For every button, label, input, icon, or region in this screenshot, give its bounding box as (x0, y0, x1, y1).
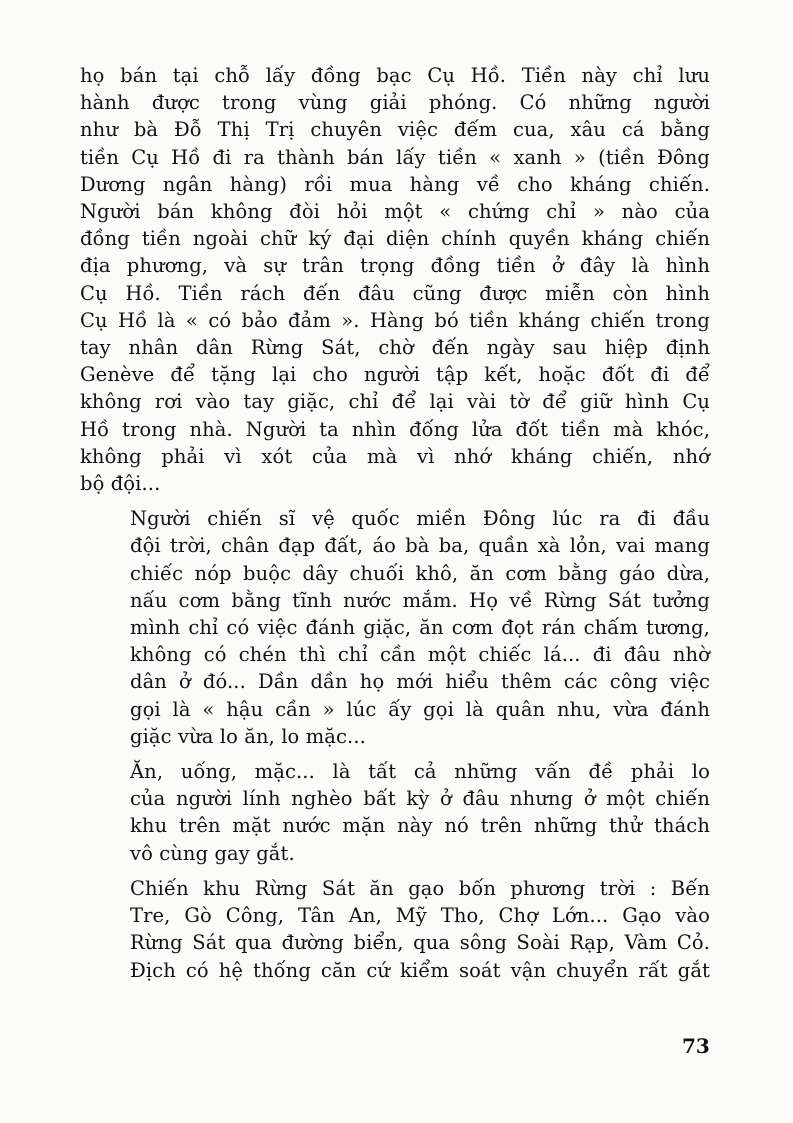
text-line: mình chỉ có việc đánh giặc, ăn cơm đọt rán chấm tương, (130, 616, 710, 640)
text-line: không phải vì xót của mà vì nhớ kháng chiến, nhớ (80, 444, 710, 468)
text-line: dân ở đó... Dần dần họ mới hiểu thêm các công việc (130, 670, 710, 694)
text-line: tiền Cụ Hồ đi ra thành bán lấy tiền « xanh » (tiền Đông (80, 145, 710, 169)
text-line: như bà Đỗ Thị Trị chuyên việc đếm cua, xâu cá bằng (80, 118, 710, 142)
text-line: nấu cơm bằng tĩnh nước mắm. Họ về Rừng Sát tưởng (130, 588, 710, 612)
text-line: Genève để tặng lại cho người tập kết, hoặc đốt đi để (80, 363, 710, 387)
text-line: đồng tiền ngoài chữ ký đại diện chính quyền kháng chiến (80, 227, 710, 251)
text-line: giặc vừa lo ăn, lo mặc... (130, 724, 366, 748)
paragraph-4 (80, 875, 710, 984)
body-text (80, 62, 710, 984)
text-line: Ăn, uống, mặc... là tất cả những vấn đề phải lo (130, 760, 710, 784)
text-line: Người chiến sĩ vệ quốc miền Đông lúc ra đi đầu (130, 507, 710, 531)
text-line: Địch có hệ thống căn cứ kiểm soát vận chuyển rất gắt (130, 958, 710, 982)
text-line: Cụ Hồ là « có bảo đảm ». Hàng bó tiền kháng chiến trong (80, 308, 710, 332)
text-line: Hồ trong nhà. Người ta nhìn đống lửa đốt tiền mà khóc, (80, 417, 710, 441)
text-line: không có chén thì chỉ cần một chiếc lá... đi đâu nhờ (130, 643, 710, 667)
paragraph-1 (80, 62, 710, 497)
text-line: Chiến khu Rừng Sát ăn gạo bốn phương trời : Bến (130, 876, 710, 900)
text-line: địa phương, và sự trân trọng đồng tiền ở đây là hình (80, 254, 710, 278)
text-line: bộ đội... (80, 472, 161, 496)
text-line: Cụ Hồ. Tiền rách đến đâu cũng được miễn còn hình (80, 281, 710, 305)
text-line: không rơi vào tay giặc, chỉ để lại vài tờ để giữ hình Cụ (80, 390, 710, 414)
page-number: 73 (682, 1034, 710, 1058)
text-line: hành được trong vùng giải phóng. Có những người (80, 91, 710, 115)
text-line: chiếc nóp buộc dây chuối khô, ăn cơm bằng gáo dừa, (130, 561, 710, 585)
text-line: Dương ngân hàng) rồi mua hàng về cho kháng chiến. (80, 172, 710, 196)
text-line: tay nhân dân Rừng Sát, chờ đến ngày sau hiệp định (80, 336, 710, 360)
text-line: họ bán tại chỗ lấy đồng bạc Cụ Hồ. Tiền này chỉ lưu (80, 64, 710, 87)
paragraph-2 (80, 505, 710, 750)
text-line: vô cùng gay gắt. (130, 841, 295, 865)
text-line: khu trên mặt nước mặn này nó trên những thử thách (130, 814, 710, 838)
paragraph-3 (80, 758, 710, 867)
text-line: Rừng Sát qua đường biển, qua sông Soài Rạp, Vàm Cỏ. (130, 931, 710, 955)
text-line: đội trời, chân đạp đất, áo bà ba, quần xà lỏn, vai mang (130, 534, 710, 558)
text-line: gọi là « hậu cần » lúc ấy gọi là quân nhu, vừa đánh (130, 697, 710, 721)
text-line: Người bán không đòi hỏi một « chứng chỉ » nào của (80, 200, 710, 224)
text-line: Tre, Gò Công, Tân An, Mỹ Tho, Chợ Lớn... Gạo vào (130, 904, 710, 928)
text-line: của người lính nghèo bất kỳ ở đâu nhưng ở một chiến (130, 787, 710, 811)
